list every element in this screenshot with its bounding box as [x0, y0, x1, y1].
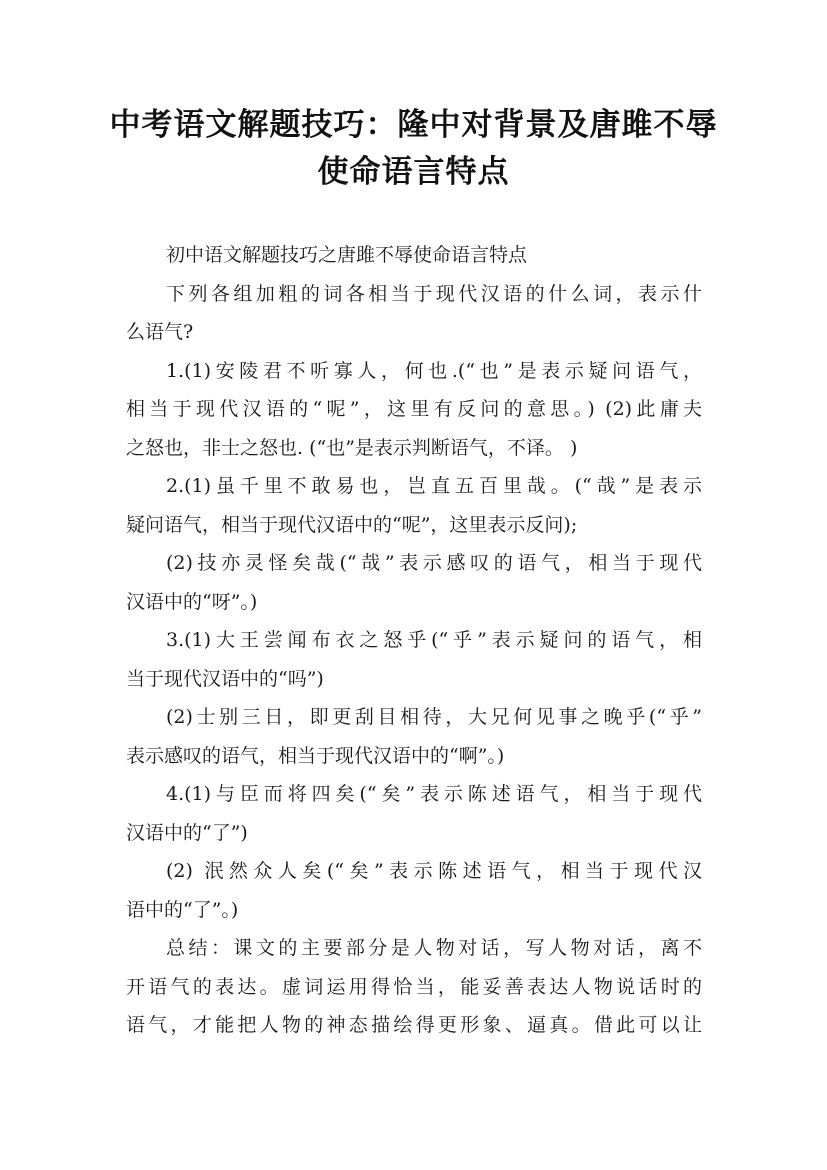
paragraph: [126, 929, 702, 1045]
paragraph-line: (2)士别三日，即更刮目相待，大兄何见事之晚乎(“乎”: [166, 706, 702, 728]
paragraph: [126, 775, 702, 852]
paragraph: [126, 236, 702, 275]
paragraph-line: 初中语文解题技巧之唐雎不辱使命语言特点: [166, 244, 528, 266]
title-line-2: 使命语言特点: [317, 154, 510, 190]
paragraph-line: 2.(1)虽千里不敢易也，岂直五百里哉。(“哉”是表示: [166, 475, 702, 497]
paragraph-line: 语中的“了”。): [126, 898, 239, 921]
paragraph-line: (2) 泯然众人矣(“矣”表示陈述语气，相当于现代汉: [166, 860, 702, 882]
paragraph-line: 当于现代汉语中的“吗”): [126, 667, 324, 690]
paragraph-line: 开语气的表达。虚词运用得恰当，能妥善表达人物说话时的: [126, 975, 702, 998]
title-line-1: 中考语文解题技巧：隆中对背景及唐雎不辱: [109, 107, 718, 143]
paragraph: [126, 621, 702, 698]
paragraph: [126, 352, 702, 468]
document-body: [126, 236, 702, 1045]
paragraph-line: 之怒也，非士之怒也. (“也”是表示判断语气，不译。 ): [126, 436, 578, 459]
paragraph-line: 4.(1)与臣而将四矣(“矣”表示陈述语气，相当于现代: [166, 783, 702, 805]
paragraph: [126, 467, 702, 544]
paragraph-line: 相当于现代汉语的“呢”，这里有反问的意思。) (2)此庸夫: [126, 398, 702, 420]
paragraph-line: 总结：课文的主要部分是人物对话，写人物对话，离不: [166, 937, 702, 959]
paragraph-line: 疑问语气，相当于现代汉语中的“呢”，这里表示反问);: [126, 513, 578, 536]
paragraph-line: 汉语中的“呀”。): [126, 590, 258, 613]
document-title: [100, 102, 727, 196]
paragraph: [126, 852, 702, 929]
paragraph-line: 3.(1)大王尝闻布衣之怒乎(“乎”表示疑问的语气，相: [166, 629, 702, 651]
paragraph-line: 汉语中的“了”): [126, 821, 248, 844]
paragraph: [126, 698, 702, 775]
paragraph-line: (2)技亦灵怪矣哉(“哉”表示感叹的语气，相当于现代: [166, 552, 702, 574]
paragraph: [126, 544, 702, 621]
paragraph-line: 语气，才能把人物的神态描绘得更形象、逼真。借此可以让: [126, 1014, 702, 1036]
paragraph-line: 表示感叹的语气，相当于现代汉语中的“啊”。): [126, 744, 505, 767]
paragraph-line: 1.(1)安陵君不听寡人，何也.(“也”是表示疑问语气，: [166, 359, 702, 382]
paragraph-line: 么语气?: [126, 321, 194, 343]
paragraph: [126, 275, 702, 352]
paragraph-line: 下列各组加粗的词各相当于现代汉语的什么词，表示什: [166, 282, 702, 305]
